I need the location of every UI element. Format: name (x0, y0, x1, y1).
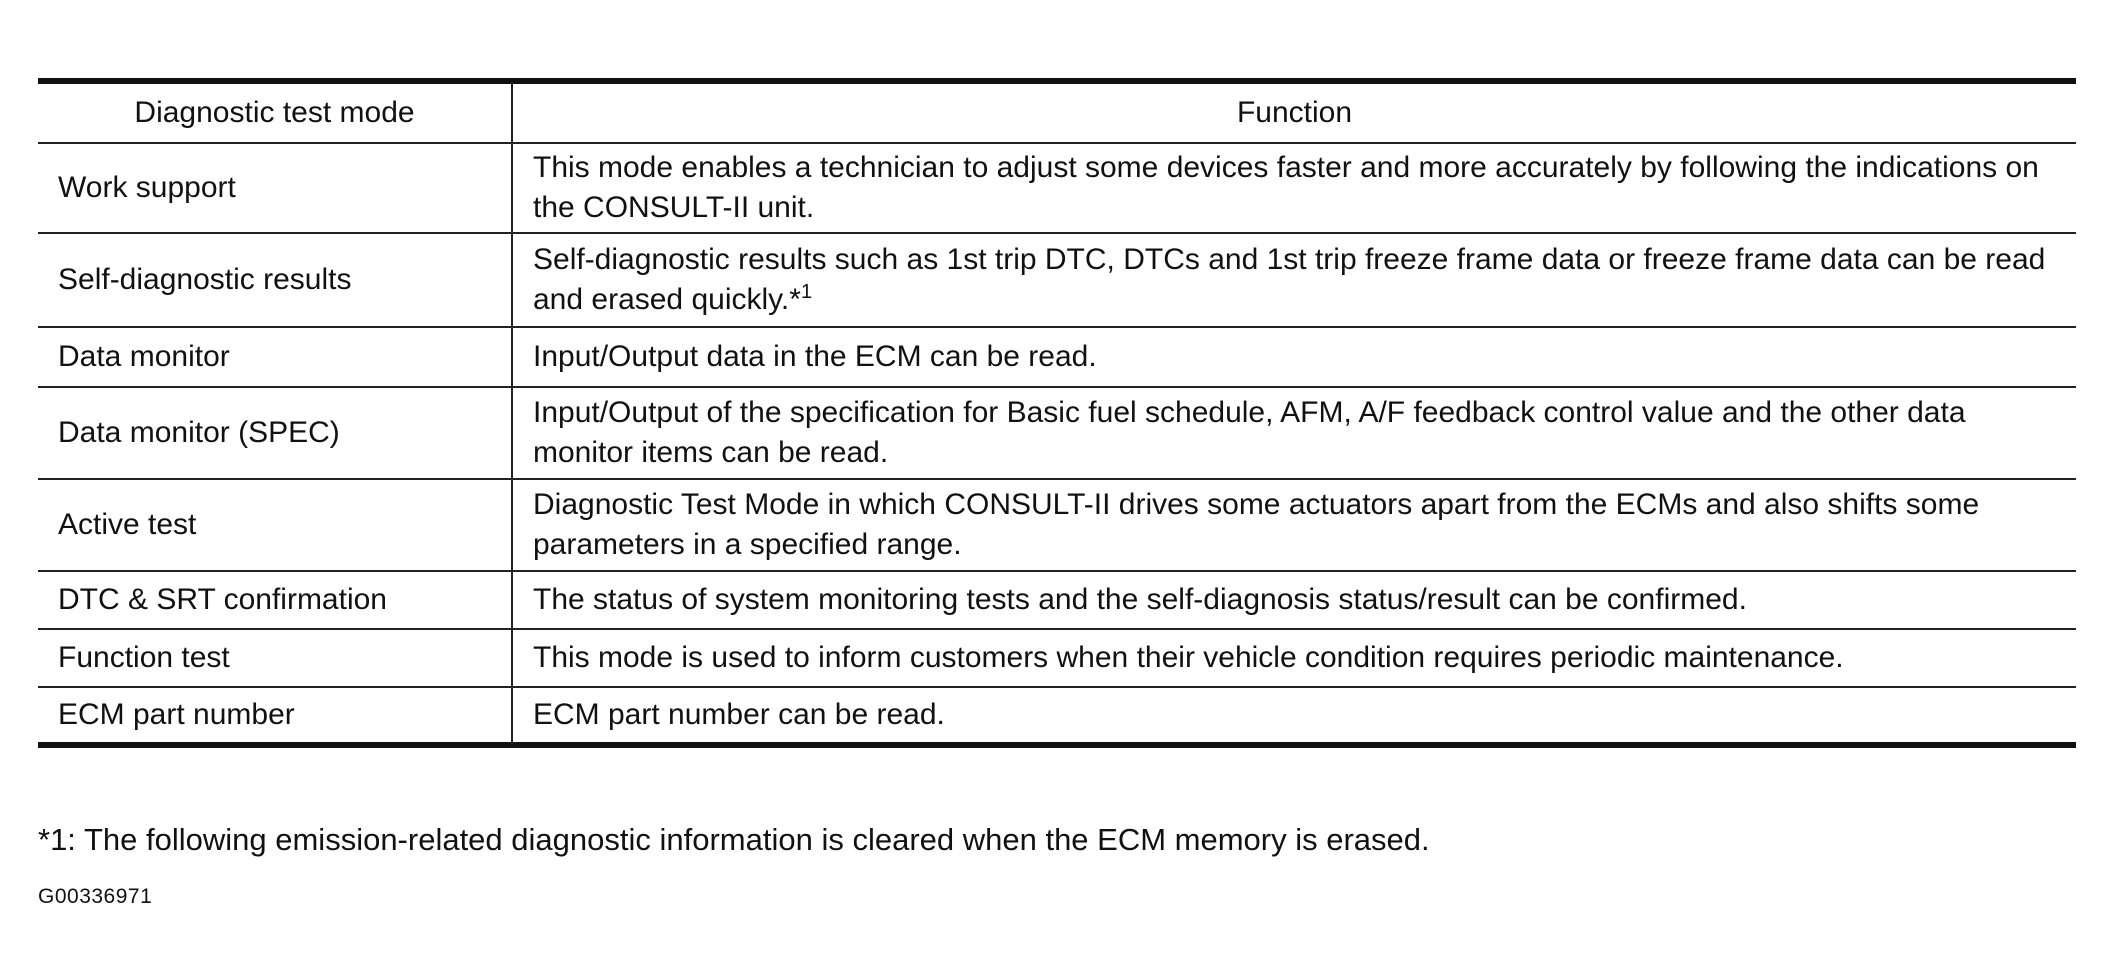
table-row (38, 571, 2076, 629)
table-row (38, 629, 2076, 687)
figure-id: G00336971 (38, 885, 153, 908)
mode-cell: Data monitor (38, 327, 512, 387)
table-row (38, 233, 2076, 327)
mode-cell: Function test (38, 629, 512, 687)
diagnostic-test-mode-table (38, 78, 2076, 748)
footnote: *1: The following emission-related diagnostic information is cleared when the ECM memory is erased. (38, 822, 1430, 857)
function-cell (512, 233, 2076, 327)
mode-cell: Work support (38, 143, 512, 233)
function-cell: Input/Output data in the ECM can be read. (512, 327, 2076, 387)
column-header-function: Function (512, 81, 2076, 143)
function-cell: The status of system monitoring tests and the self-diagnosis status/result can be confirmed. (512, 571, 2076, 629)
column-header-mode: Diagnostic test mode (38, 81, 512, 143)
mode-cell: Self-diagnostic results (38, 233, 512, 327)
mode-cell: DTC & SRT confirmation (38, 571, 512, 629)
table-row (38, 143, 2076, 233)
function-cell: Diagnostic Test Mode in which CONSULT-II drives some actuators apart from the ECMs and also shifts some parameters in a specified range. (512, 479, 2076, 571)
function-cell: ECM part number can be read. (533, 698, 945, 731)
function-cell: This mode enables a technician to adjust some devices faster and more accurately by following the indications on the CONSULT-II unit. (512, 143, 2076, 233)
table-row (38, 479, 2076, 571)
table-row (38, 327, 2076, 387)
footnote-marker: 1 (800, 281, 813, 303)
table-row (38, 387, 2076, 479)
table-header-row (38, 81, 2076, 143)
mode-cell: Data monitor (SPEC) (38, 387, 512, 479)
mode-cell: ECM part number (38, 687, 512, 745)
table-row (38, 687, 2076, 745)
function-cell: Input/Output of the specification for Basic fuel schedule, AFM, A/F feedback control value and the other data monitor items can be read. (512, 387, 2076, 479)
function-text: Self-diagnostic results such as 1st trip DTC, DTCs and 1st trip freeze frame data or freeze frame data can be read and erased quickly.* (533, 243, 2046, 316)
mode-cell: Active test (38, 479, 512, 571)
function-cell: This mode is used to inform customers when their vehicle condition requires periodic maintenance. (512, 629, 2076, 687)
